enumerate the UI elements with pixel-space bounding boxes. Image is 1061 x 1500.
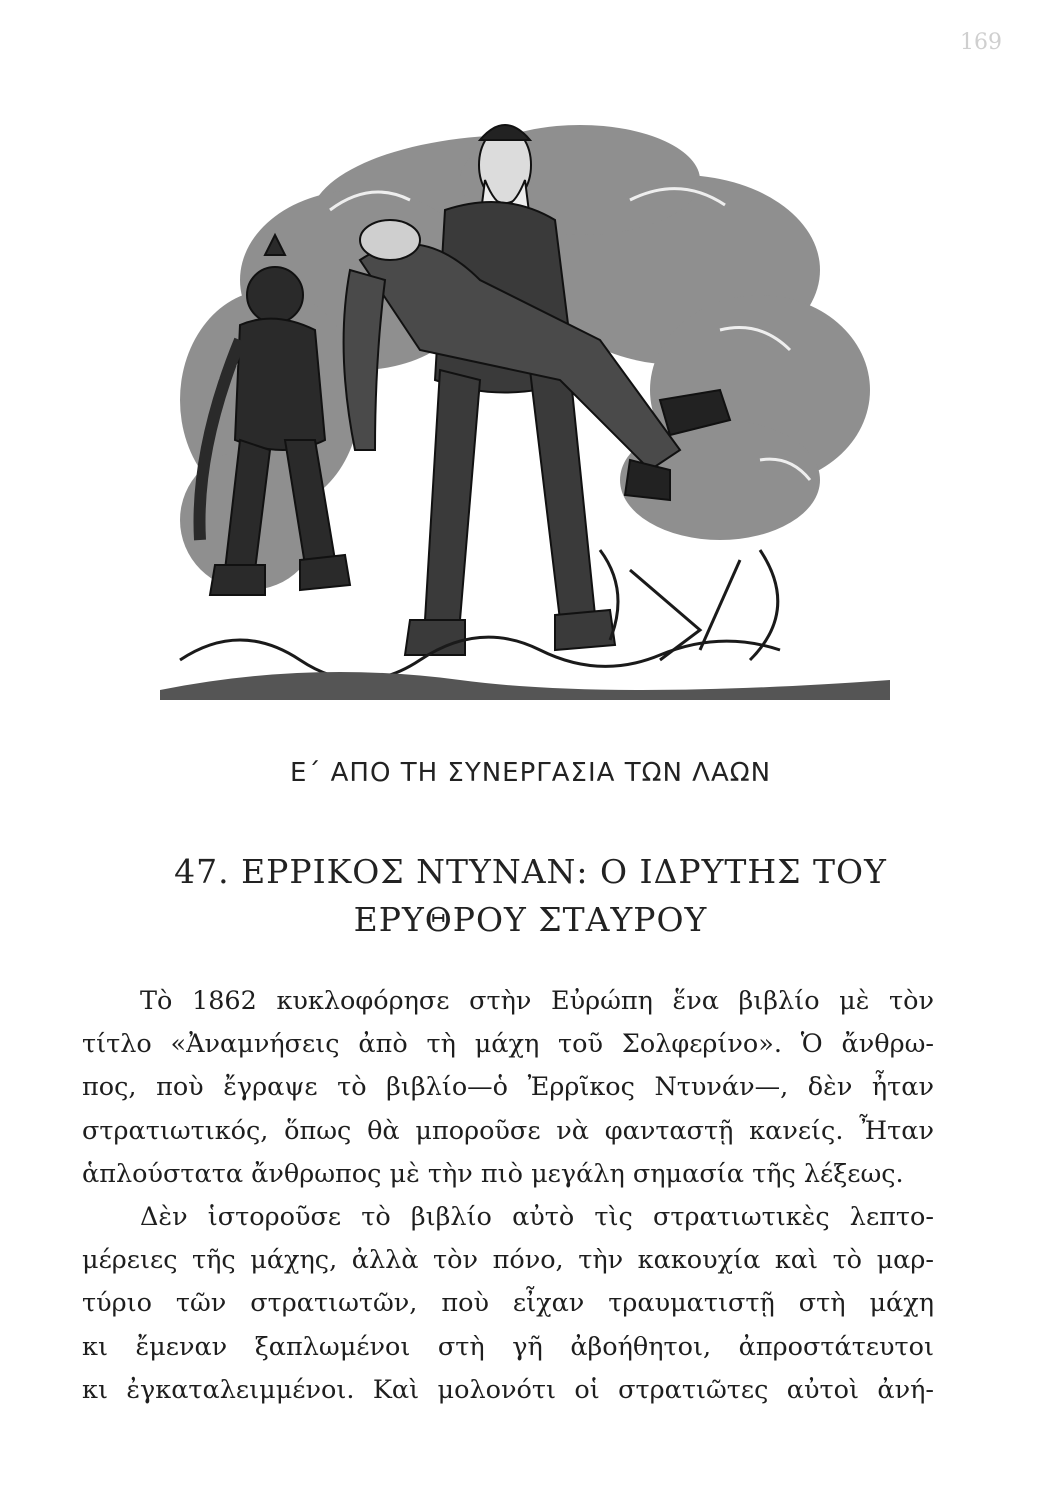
section-header: Ε΄ ΑΠΟ ΤΗ ΣΥΝΕΡΓΑΣΙΑ ΤΩΝ ΛΑΩΝ <box>289 758 772 788</box>
chapter-title <box>0 848 1061 944</box>
body-line: μέρειες τῆς μάχης, ἀλλὰ τὸν πόνο, τὴν κακουχία καὶ τὸ μαρ- <box>82 1245 934 1276</box>
chapter-title-line-1: 47. ΕΡΡΙΚΟΣ ΝΤΥΝΑΝ: Ο ΙΔΡΥΤΗΣ ΤΟΥ <box>174 852 887 891</box>
body-line: Δὲν ἱστοροῦσε τὸ βιβλίο αὐτὸ τὶς στρατιωτικὲς λεπτο- <box>140 1202 934 1233</box>
body-line: τίτλο «Ἀναμνήσεις ἀπὸ τὴ μάχη τοῦ Σολφερίνο». Ὁ ἄνθρω- <box>82 1029 934 1060</box>
body-line: κι ἐγκαταλειμμένοι. Καὶ μολονότι οἱ στρατιῶτες αὐτοὶ ἀνή- <box>82 1374 934 1405</box>
body-text <box>82 980 934 1412</box>
page-number: 169 <box>960 30 1002 55</box>
body-line: πος, ποὺ ἔγραψε τὸ βιβλίο—ὁ Ἐρρῖκος Ντυνάν—, δὲν ἦταν <box>82 1072 934 1103</box>
body-line: Τὸ 1862 κυκλοφόρησε στὴν Εὐρώπη ἕνα βιβλίο μὲ τὸν <box>140 986 934 1016</box>
body-line: κι ἔμεναν ξαπλωμένοι στὴ γῆ ἀβοήθητοι, ἀπροστάτευτοι <box>82 1331 934 1362</box>
body-line: τύριο τῶν στρατιωτῶν, ποὺ εἶχαν τραυματιστῇ στὴ μάχη <box>82 1288 934 1319</box>
body-line: στρατιωτικός, ὅπως θὰ μποροῦσε νὰ φανταστῇ κανείς. Ἦταν <box>82 1115 934 1146</box>
chapter-title-line-2: ΕΡΥΘΡΟΥ ΣΤΑΥΡΟΥ <box>353 900 708 939</box>
body-line: ἁπλούστατα ἄνθρωπος μὲ τὴν πιὸ μεγάλη σημασία τῆς λέξεως. <box>82 1158 904 1189</box>
red-cross-rescue-illustration-icon <box>160 100 890 710</box>
